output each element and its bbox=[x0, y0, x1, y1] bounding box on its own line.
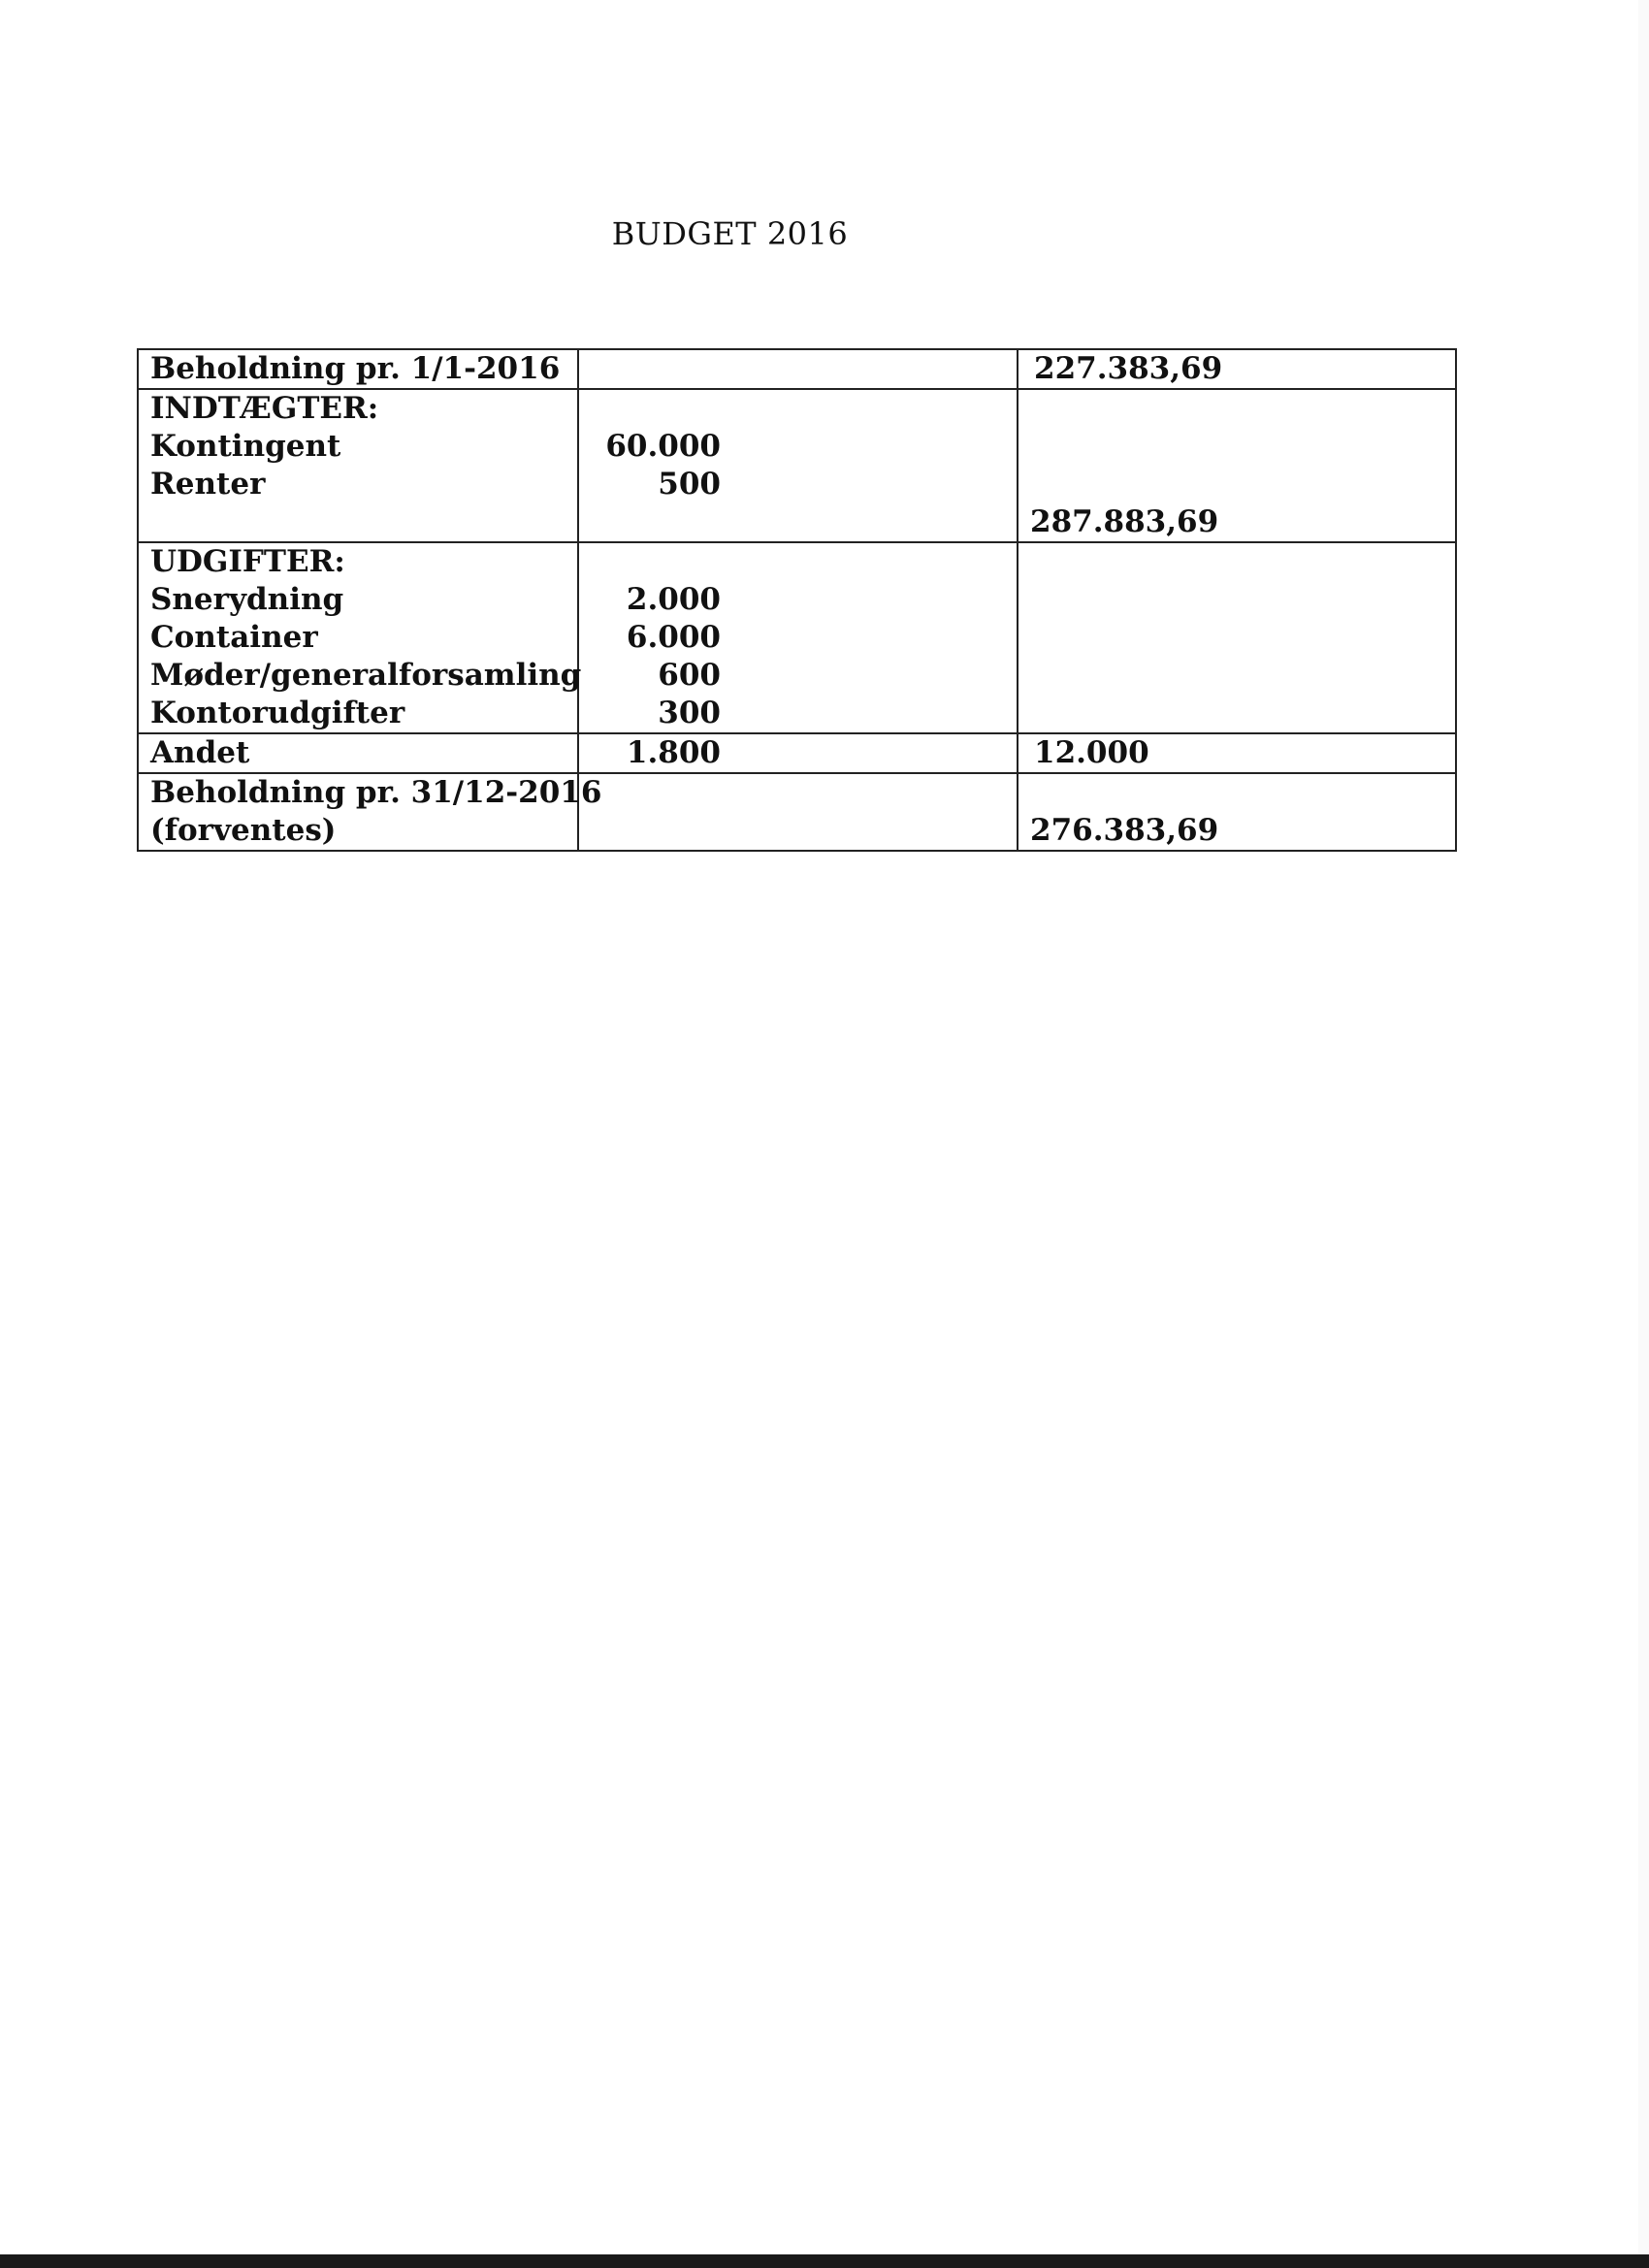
other-total-cell bbox=[1018, 733, 1456, 773]
opening-balance-total-cell bbox=[1018, 349, 1456, 389]
income-item-amount: 500 bbox=[658, 467, 721, 502]
other-label-cell bbox=[138, 733, 578, 773]
income-item-amount: 60.000 bbox=[605, 429, 721, 464]
blank-line bbox=[591, 390, 1005, 428]
income-total: 287.883,69 bbox=[1030, 504, 1219, 539]
scan-bottom-edge bbox=[0, 2254, 1649, 2268]
closing-balance-total: 276.383,69 bbox=[1030, 813, 1219, 848]
opening-balance-amount-cell bbox=[578, 349, 1018, 389]
expenses-label-cell bbox=[138, 542, 582, 733]
expenses-total-cell bbox=[1018, 542, 1456, 733]
income-row bbox=[138, 389, 1456, 542]
other-total: 12.000 bbox=[1034, 735, 1149, 770]
expense-item-amount: 600 bbox=[658, 658, 721, 693]
expense-item-label: Kontorudgifter bbox=[150, 696, 405, 730]
expenses-heading: UDGIFTER: bbox=[150, 544, 345, 579]
page-title: BUDGET 2016 bbox=[611, 215, 849, 252]
income-amount-cell bbox=[578, 389, 1018, 542]
other-amount: 1.800 bbox=[626, 735, 721, 770]
blank-line bbox=[150, 503, 566, 541]
income-heading: INDTÆGTER: bbox=[150, 391, 379, 426]
expense-item-label: Snerydning bbox=[150, 582, 344, 617]
closing-balance-row bbox=[138, 773, 1456, 851]
other-row bbox=[138, 733, 1456, 773]
scan-right-edge bbox=[1638, 0, 1649, 2268]
expense-item-amount: 300 bbox=[658, 696, 721, 730]
opening-balance-label: Beholdning pr. 1/1-2016 bbox=[150, 351, 561, 386]
income-total-cell bbox=[1018, 389, 1456, 542]
closing-balance-label-cell bbox=[138, 773, 602, 851]
blank-line bbox=[591, 503, 1005, 541]
opening-balance-row bbox=[138, 349, 1456, 389]
opening-balance-label-cell bbox=[138, 349, 578, 389]
expense-item-label: Møder/generalforsamling bbox=[150, 658, 582, 693]
closing-balance-label: Beholdning pr. 31/12-2016 bbox=[150, 775, 602, 810]
closing-balance-amount-cell bbox=[578, 773, 1018, 851]
expense-item-amount: 6.000 bbox=[626, 620, 721, 655]
closing-balance-total-cell bbox=[1018, 773, 1456, 851]
opening-balance-total: 227.383,69 bbox=[1034, 351, 1223, 386]
expense-item-label: Container bbox=[150, 620, 318, 655]
expenses-row bbox=[138, 542, 1456, 733]
other-amount-cell bbox=[578, 733, 1018, 773]
expense-item-amount: 2.000 bbox=[626, 582, 721, 617]
income-label-cell bbox=[138, 389, 578, 542]
closing-balance-note: (forventes) bbox=[150, 813, 337, 848]
other-label: Andet bbox=[150, 735, 250, 770]
income-item-label: Kontingent bbox=[150, 429, 341, 464]
income-item-label: Renter bbox=[150, 467, 266, 502]
expenses-amount-cell bbox=[578, 542, 1018, 733]
budget-table bbox=[137, 348, 1457, 852]
blank-line bbox=[591, 543, 1005, 581]
